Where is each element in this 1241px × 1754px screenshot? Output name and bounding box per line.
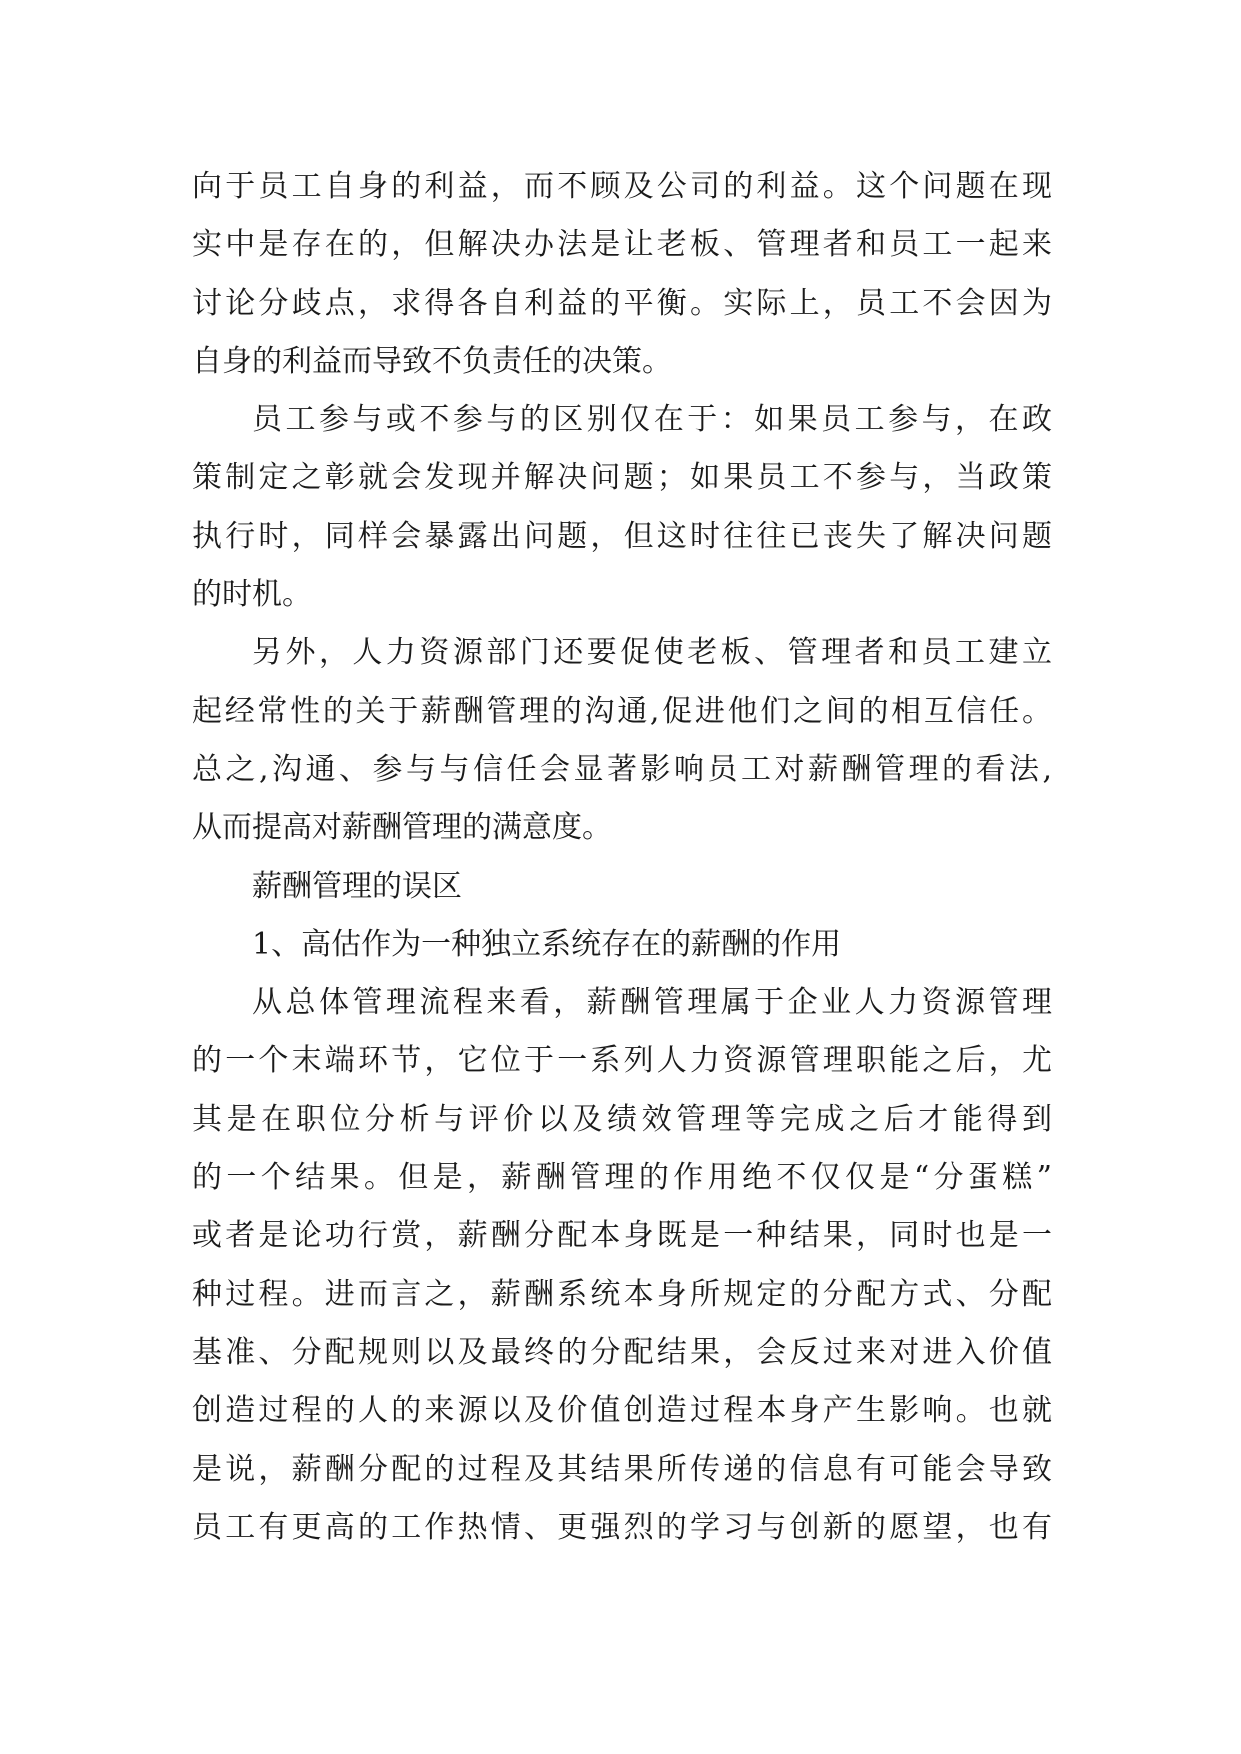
text-line: 创造过程的人的来源以及价值创造过程本身产生影响。也就 <box>192 1393 1052 1429</box>
text-line: 其是在职位分析与评价以及绩效管理等完成之后才能得到 <box>192 1101 1052 1137</box>
text-line: 从总体管理流程来看，薪酬管理属于企业人力资源管理 <box>252 985 1052 1021</box>
text-line: 实中是存在的，但解决办法是让老板、管理者和员工一起来 <box>192 227 1052 263</box>
text-line: 执行时，同样会暴露出问题，但这时往往已丧失了解决问题 <box>192 518 1052 554</box>
body-text <box>192 158 1052 1557</box>
subsection-heading: 1、高估作为一种独立系统存在的薪酬的作用 <box>252 926 842 962</box>
text-line: 的时机。 <box>192 577 312 613</box>
text-line: 是说，薪酬分配的过程及其结果所传递的信息有可能会导致 <box>192 1451 1052 1487</box>
text-line: 的一个结果。但是，薪酬管理的作用绝不仅仅是“分蛋糕” <box>192 1160 1052 1196</box>
text-line: 总之,沟通、参与与信任会显著影响员工对薪酬管理的看法, <box>192 751 1052 787</box>
text-line: 员工参与或不参与的区别仅在于：如果员工参与，在政 <box>252 402 1052 438</box>
text-line: 基准、分配规则以及最终的分配结果，会反过来对进入价值 <box>192 1334 1052 1370</box>
text-line: 向于员工自身的利益，而不顾及公司的利益。这个问题在现 <box>192 169 1052 204</box>
text-line: 种过程。进而言之，薪酬系统本身所规定的分配方式、分配 <box>192 1276 1052 1312</box>
section-heading: 薪酬管理的误区 <box>252 868 462 904</box>
text-line: 起经常性的关于薪酬管理的沟通,促进他们之间的相互信任。 <box>192 693 1052 729</box>
text-line: 另外，人力资源部门还要促使老板、管理者和员工建立 <box>252 635 1052 671</box>
text-line: 的一个末端环节，它位于一系列人力资源管理职能之后，尤 <box>192 1043 1052 1079</box>
text-line: 自身的利益而导致不负责任的决策。 <box>192 343 672 379</box>
text-line: 策制定之彰就会发现并解决问题；如果员工不参与，当政策 <box>192 460 1052 496</box>
text-line: 讨论分歧点，求得各自利益的平衡。实际上，员工不会因为 <box>192 285 1052 321</box>
text-line: 员工有更高的工作热情、更强烈的学习与创新的愿望，也有 <box>192 1509 1052 1545</box>
text-line: 或者是论功行赏，薪酬分配本身既是一种结果，同时也是一 <box>192 1218 1052 1254</box>
text-line: 从而提高对薪酬管理的满意度。 <box>192 810 612 846</box>
